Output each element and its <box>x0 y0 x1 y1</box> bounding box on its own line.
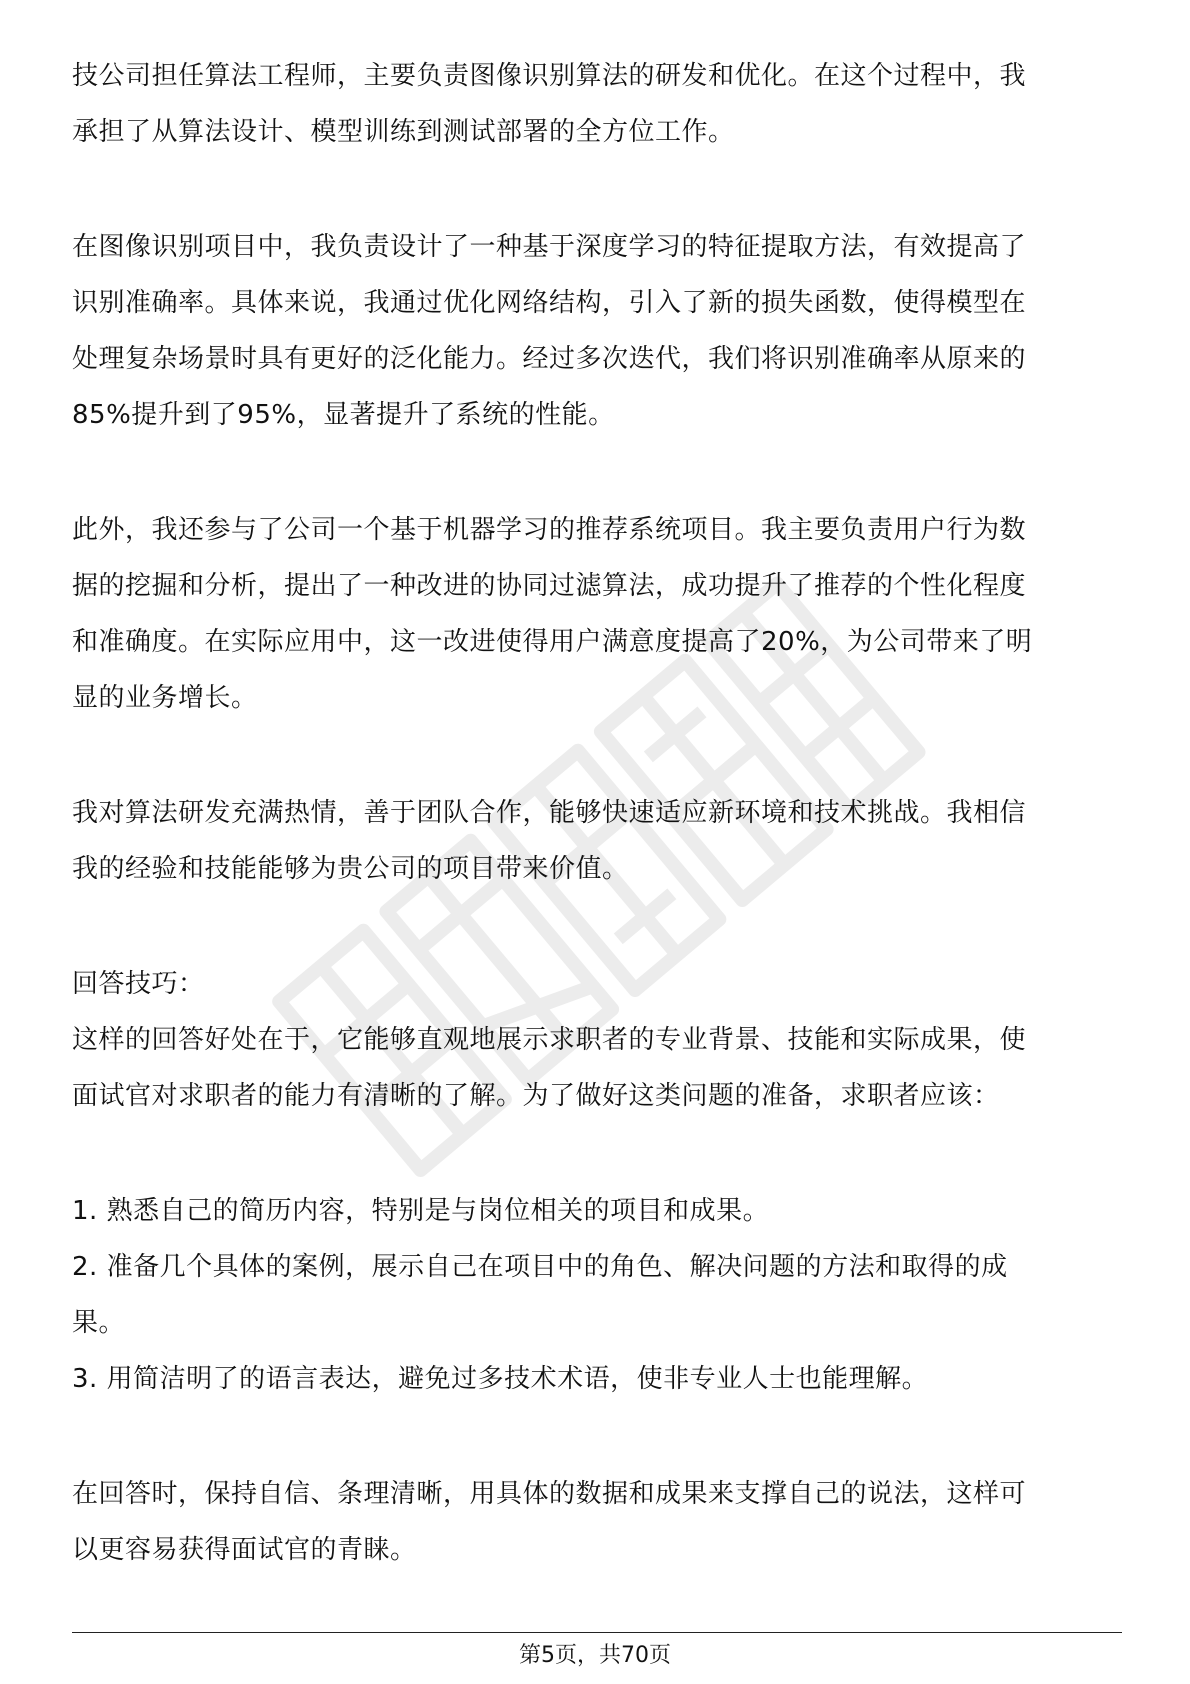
text-line: 处理复杂场景时具有更好的泛化能力。经过多次迭代，我们将识别准确率从原来的 <box>72 344 1027 374</box>
text-line: 回答技巧： <box>72 969 205 999</box>
text-line: 1. 熟悉自己的简历内容，特别是与岗位相关的项目和成果。 <box>72 1196 770 1226</box>
paragraph <box>72 1183 1122 1407</box>
page-number: 第5页，共70页 <box>519 1643 671 1668</box>
text-line: 在图像识别项目中，我负责设计了一种基于深度学习的特征提取方法，有效提高了 <box>72 232 1027 262</box>
text-line: 此外，我还参与了公司一个基于机器学习的推荐系统项目。我主要负责用户行为数 <box>72 515 1027 545</box>
paragraph <box>72 502 1122 726</box>
text-line: 技公司担任算法工程师，主要负责图像识别算法的研发和优化。在这个过程中，我 <box>72 61 1027 91</box>
paragraph <box>72 956 1122 1124</box>
paragraph <box>72 219 1122 443</box>
paragraph-gap <box>72 1407 1122 1466</box>
paragraph-gap <box>72 160 1122 219</box>
text-line: 在回答时，保持自信、条理清晰，用具体的数据和成果来支撑自己的说法，这样可 <box>72 1479 1027 1509</box>
text-line: 面试官对求职者的能力有清晰的了解。为了做好这类问题的准备，求职者应该： <box>72 1081 1000 1111</box>
text-line: 据的挖掘和分析，提出了一种改进的协同过滤算法，成功提升了推荐的个性化程度 <box>72 571 1027 601</box>
paragraph <box>72 785 1122 897</box>
footer-divider <box>72 1632 1122 1633</box>
paragraph-gap <box>72 443 1122 502</box>
text-line: 这样的回答好处在于，它能够直观地展示求职者的专业背景、技能和实际成果，使 <box>72 1025 1027 1055</box>
text-line: 承担了从算法设计、模型训练到测试部署的全方位工作。 <box>72 117 735 147</box>
text-line: 以更容易获得面试官的青睐。 <box>72 1535 417 1565</box>
paragraph-gap <box>72 726 1122 785</box>
text-line: 果。 <box>72 1308 126 1338</box>
text-line: 我对算法研发充满热情，善于团队合作，能够快速适应新环境和技术挑战。我相信 <box>72 798 1027 828</box>
paragraph <box>72 48 1122 160</box>
text-line: 我的经验和技能能够为贵公司的项目带来价值。 <box>72 854 629 884</box>
text-line: 识别准确率。具体来说，我通过优化网络结构，引入了新的损失函数，使得模型在 <box>72 288 1027 318</box>
text-line: 和准确度。在实际应用中，这一改进使得用户满意度提高了20%，为公司带来了明 <box>72 627 1033 657</box>
document-body <box>72 48 1122 1578</box>
paragraph <box>72 1466 1122 1578</box>
paragraph-gap <box>72 897 1122 956</box>
text-line: 3. 用简洁明了的语言表达，避免过多技术术语，使非专业人士也能理解。 <box>72 1364 929 1394</box>
text-line: 显的业务增长。 <box>72 683 258 713</box>
text-line: 2. 准备几个具体的案例，展示自己在项目中的角色、解决问题的方法和取得的成 <box>72 1252 1008 1282</box>
paragraph-gap <box>72 1124 1122 1183</box>
text-line: 85%提升到了95%，显著提升了系统的性能。 <box>72 400 615 430</box>
